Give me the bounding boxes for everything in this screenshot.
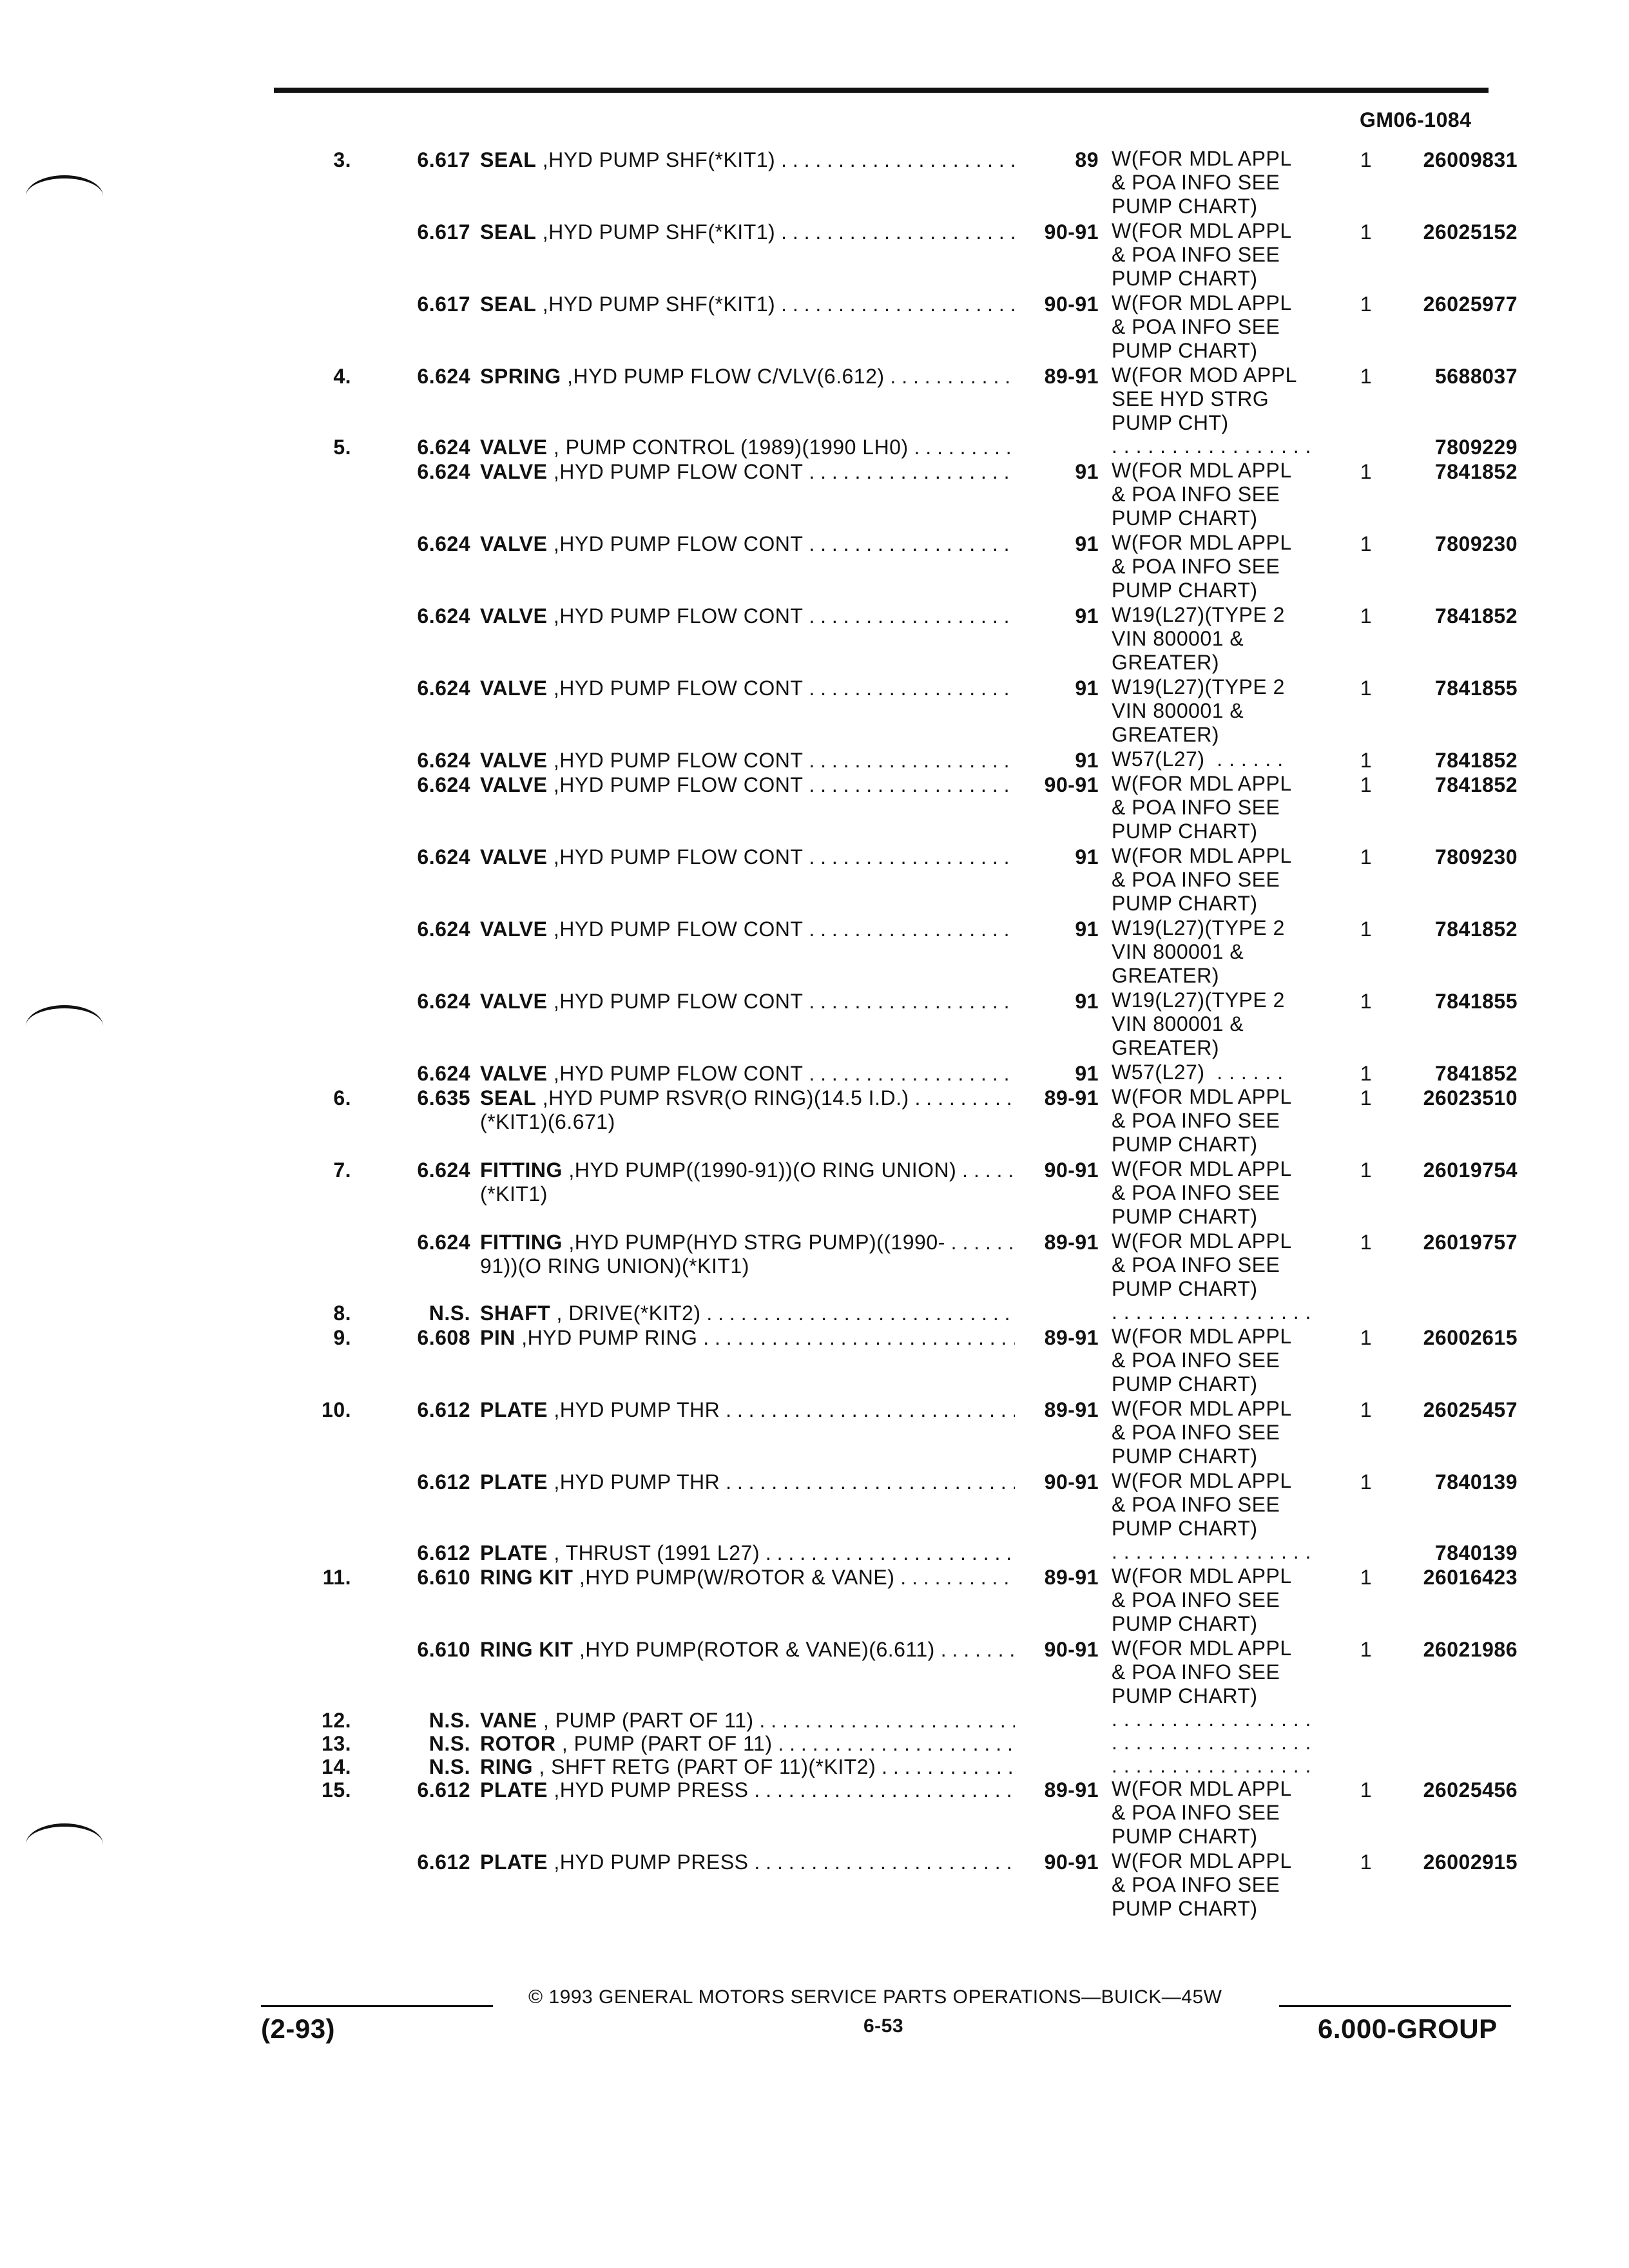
- usage-note: W19(L27)(TYPE 2 VIN 800001 & GREATER): [1112, 988, 1285, 1059]
- group-label: 6.000-GROUP: [1318, 2013, 1498, 2044]
- part-description-continued: (*KIT1): [480, 1182, 548, 1206]
- parts-row: [0, 1325, 1629, 1396]
- footer-rule-right: [1279, 2005, 1511, 2007]
- ref-number: 12.: [322, 1709, 351, 1732]
- parts-row: [0, 988, 1629, 1059]
- quantity: 1: [1360, 1231, 1373, 1254]
- part-number: 26025152: [1423, 220, 1518, 244]
- group-number: 6.610: [417, 1638, 470, 1661]
- group-number: 6.624: [417, 773, 470, 796]
- part-number: 7841855: [1434, 990, 1518, 1013]
- part-description: [480, 747, 1015, 773]
- group-number: 6.624: [417, 436, 470, 459]
- ref-number: 5.: [333, 436, 351, 459]
- group-number: 6.612: [417, 1470, 470, 1494]
- part-description: [480, 1300, 1015, 1326]
- part-number: 7841852: [1434, 773, 1518, 796]
- model-year: 89-91: [1044, 1566, 1099, 1589]
- part-description: [480, 434, 1015, 460]
- usage-note: . . . . . . . . . . . . . . . . .: [1112, 1300, 1311, 1323]
- quantity: 1: [1360, 1326, 1373, 1349]
- part-noun: SPRING: [480, 365, 561, 388]
- part-noun: PLATE: [480, 1470, 548, 1494]
- quantity: 1: [1360, 773, 1373, 796]
- group-number: 6.612: [417, 1778, 470, 1802]
- part-description: [480, 363, 1015, 389]
- part-modifier: ,HYD PUMP SHF(*KIT1): [536, 293, 776, 316]
- parts-row: [0, 1229, 1629, 1300]
- usage-note: W(FOR MDL APPL & POA INFO SEE PUMP CHART): [1112, 291, 1292, 362]
- parts-row: [0, 603, 1629, 674]
- part-noun: SEAL: [480, 293, 537, 316]
- usage-note: . . . . . . . . . . . . . . . . .: [1112, 434, 1311, 457]
- ref-number: 9.: [333, 1326, 351, 1349]
- parts-row: [0, 1777, 1629, 1848]
- part-modifier: ,HYD PUMP PRESS: [548, 1778, 749, 1802]
- ref-number: 4.: [333, 365, 351, 388]
- part-description: [480, 1564, 1015, 1590]
- quantity: 1: [1360, 1470, 1373, 1494]
- part-modifier: ,HYD PUMP THR: [548, 1398, 720, 1421]
- part-modifier: ,HYD PUMP RSVR(O RING)(14.5 I.D.): [536, 1086, 909, 1110]
- part-noun: RING KIT: [480, 1638, 574, 1661]
- part-description-continued: 91))(O RING UNION)(*KIT1): [480, 1254, 749, 1278]
- parts-row: [0, 147, 1629, 218]
- group-number: 6.612: [417, 1398, 470, 1421]
- part-description: [480, 1157, 1015, 1183]
- group-number: 6.624: [417, 749, 470, 772]
- ref-number: 10.: [322, 1398, 351, 1421]
- group-number: N.S.: [429, 1302, 470, 1325]
- group-number: 6.617: [417, 220, 470, 244]
- part-modifier: ,HYD PUMP FLOW CONT: [547, 677, 804, 700]
- model-year: 91: [1075, 604, 1099, 628]
- parts-row: [0, 1707, 1629, 1733]
- part-number: 7841855: [1434, 677, 1518, 700]
- group-number: 6.624: [417, 918, 470, 941]
- part-number: 7809230: [1434, 845, 1518, 869]
- group-number: 6.624: [417, 1062, 470, 1085]
- quantity: 1: [1360, 365, 1373, 388]
- parts-row: [0, 1469, 1629, 1540]
- part-description: [480, 291, 1015, 317]
- model-year: 91: [1075, 532, 1099, 555]
- part-noun: VALVE: [480, 604, 548, 628]
- part-noun: VALVE: [480, 773, 548, 796]
- part-description: [480, 1540, 1015, 1566]
- part-noun: VALVE: [480, 460, 548, 483]
- quantity: 1: [1360, 1638, 1373, 1661]
- parts-row: [0, 291, 1629, 362]
- part-description: [480, 1085, 1015, 1111]
- ref-number: 6.: [333, 1086, 351, 1110]
- quantity: 1: [1360, 604, 1373, 628]
- part-description: [480, 772, 1015, 798]
- model-year: 89-91: [1044, 365, 1099, 388]
- usage-note: W57(L27) . . . . . .: [1112, 747, 1284, 771]
- quantity: 1: [1360, 293, 1373, 316]
- part-number: 26023510: [1423, 1086, 1518, 1110]
- quantity: 1: [1360, 990, 1373, 1013]
- part-number: 7841852: [1434, 918, 1518, 941]
- group-number: N.S.: [429, 1755, 470, 1778]
- group-number: 6.624: [417, 990, 470, 1013]
- part-modifier: , SHFT RETG (PART OF 11)(*KIT2): [533, 1755, 876, 1778]
- model-year: 91: [1075, 677, 1099, 700]
- parts-row: [0, 1731, 1629, 1756]
- part-noun: PIN: [480, 1326, 516, 1349]
- part-modifier: ,HYD PUMP PRESS: [548, 1850, 749, 1874]
- parts-row: [0, 1300, 1629, 1326]
- usage-note: W(FOR MDL APPL & POA INFO SEE PUMP CHART): [1112, 1397, 1292, 1468]
- part-description: [480, 1707, 1015, 1733]
- parts-row: [0, 363, 1629, 434]
- usage-note: W(FOR MDL APPL & POA INFO SEE PUMP CHART): [1112, 219, 1292, 290]
- part-number: 26025456: [1423, 1778, 1518, 1802]
- part-modifier: ,HYD PUMP SHF(*KIT1): [536, 148, 776, 171]
- quantity: 1: [1360, 918, 1373, 941]
- part-number: 26002915: [1423, 1850, 1518, 1874]
- part-number: 26025457: [1423, 1398, 1518, 1421]
- part-description-continued: (*KIT1)(6.671): [480, 1110, 615, 1133]
- group-number: 6.624: [417, 845, 470, 869]
- part-modifier: , THRUST (1991 L27): [548, 1541, 760, 1564]
- part-description: [480, 988, 1015, 1014]
- quantity: 1: [1360, 220, 1373, 244]
- part-noun: VALVE: [480, 845, 548, 869]
- part-description: [480, 1637, 1015, 1662]
- page-number: 6-53: [863, 2015, 904, 2037]
- usage-note: W(FOR MDL APPL & POA INFO SEE PUMP CHART): [1112, 531, 1292, 602]
- group-number: 6.624: [417, 460, 470, 483]
- ref-number: 13.: [322, 1732, 351, 1755]
- usage-note: W(FOR MDL APPL & POA INFO SEE PUMP CHART): [1112, 1777, 1292, 1848]
- quantity: 1: [1360, 845, 1373, 869]
- group-number: 6.624: [417, 1231, 470, 1254]
- part-description: [480, 219, 1015, 245]
- group-number: 6.610: [417, 1566, 470, 1589]
- part-description: [480, 603, 1015, 629]
- ref-number: 11.: [322, 1566, 351, 1589]
- part-description: [480, 1777, 1015, 1803]
- part-modifier: ,HYD PUMP SHF(*KIT1): [536, 220, 776, 244]
- part-modifier: ,HYD PUMP(ROTOR & VANE)(6.611): [573, 1638, 935, 1661]
- usage-note: W(FOR MDL APPL & POA INFO SEE PUMP CHART): [1112, 1229, 1292, 1300]
- part-number: 5688037: [1434, 365, 1518, 388]
- part-number: 7841852: [1434, 604, 1518, 628]
- group-number: 6.612: [417, 1541, 470, 1564]
- part-noun: PLATE: [480, 1850, 548, 1874]
- parts-row: [0, 531, 1629, 602]
- usage-note: W19(L27)(TYPE 2 VIN 800001 & GREATER): [1112, 603, 1285, 674]
- parts-row: [0, 1397, 1629, 1468]
- ref-number: 7.: [333, 1158, 351, 1182]
- part-number: 26009831: [1423, 148, 1518, 171]
- part-description: [480, 1397, 1015, 1423]
- model-year: 89-91: [1044, 1778, 1099, 1802]
- part-modifier: , PUMP CONTROL (1989)(1990 LH0): [547, 436, 909, 459]
- quantity: 1: [1360, 532, 1373, 555]
- part-noun: ROTOR: [480, 1732, 556, 1755]
- group-number: 6.624: [417, 1158, 470, 1182]
- group-number: 6.624: [417, 532, 470, 555]
- group-number: 6.612: [417, 1850, 470, 1874]
- part-modifier: ,HYD PUMP FLOW CONT: [547, 990, 804, 1013]
- parts-row: [0, 1157, 1629, 1228]
- parts-row: [0, 675, 1629, 746]
- part-noun: SEAL: [480, 1086, 537, 1110]
- parts-row: [0, 1061, 1629, 1086]
- usage-note: . . . . . . . . . . . . . . . . .: [1112, 1707, 1311, 1731]
- usage-note: . . . . . . . . . . . . . . . . .: [1112, 1754, 1311, 1777]
- model-year: 91: [1075, 460, 1099, 483]
- part-noun: VALVE: [480, 1062, 548, 1085]
- part-description: [480, 1229, 1015, 1255]
- model-year: 89-91: [1044, 1231, 1099, 1254]
- quantity: 1: [1360, 460, 1373, 483]
- document-code: GM06-1084: [1360, 108, 1472, 131]
- part-modifier: ,HYD PUMP(W/ROTOR & VANE): [573, 1566, 895, 1589]
- footer-rule-left: [261, 2005, 493, 2007]
- part-number: 7841852: [1434, 1062, 1518, 1085]
- part-modifier: ,HYD PUMP FLOW CONT: [547, 918, 804, 941]
- usage-note: W(FOR MDL APPL & POA INFO SEE PUMP CHART): [1112, 844, 1292, 915]
- part-noun: FITTING: [480, 1231, 563, 1254]
- part-noun: FITTING: [480, 1158, 563, 1182]
- part-number: 7809229: [1434, 436, 1518, 459]
- part-number: 7841852: [1434, 460, 1518, 483]
- usage-note: W(FOR MDL APPL & POA INFO SEE PUMP CHART): [1112, 1849, 1292, 1920]
- part-number: 26016423: [1423, 1566, 1518, 1589]
- part-number: 26019754: [1423, 1158, 1518, 1182]
- usage-note: W19(L27)(TYPE 2 VIN 800001 & GREATER): [1112, 675, 1285, 746]
- model-year: 91: [1075, 845, 1099, 869]
- part-description: [480, 1754, 1015, 1780]
- part-noun: PLATE: [480, 1398, 548, 1421]
- part-noun: VALVE: [480, 436, 548, 459]
- part-number: 26025977: [1423, 293, 1518, 316]
- usage-note: W(FOR MDL APPL & POA INFO SEE PUMP CHART): [1112, 1564, 1292, 1635]
- part-number: 26002615: [1423, 1326, 1518, 1349]
- parts-row: [0, 1540, 1629, 1566]
- part-description: [480, 1061, 1015, 1086]
- ref-number: 14.: [322, 1755, 351, 1778]
- part-modifier: , PUMP (PART OF 11): [555, 1732, 773, 1755]
- model-year: 91: [1075, 918, 1099, 941]
- part-number: 7841852: [1434, 749, 1518, 772]
- usage-note: W(FOR MDL APPL & POA INFO SEE PUMP CHART): [1112, 459, 1292, 530]
- part-noun: VALVE: [480, 749, 548, 772]
- parts-row: [0, 1637, 1629, 1707]
- model-year: 89-91: [1044, 1326, 1099, 1349]
- group-number: N.S.: [429, 1709, 470, 1732]
- usage-note: W(FOR MDL APPL & POA INFO SEE PUMP CHART): [1112, 1637, 1292, 1707]
- part-noun: VALVE: [480, 532, 548, 555]
- model-year: 91: [1075, 749, 1099, 772]
- part-noun: RING KIT: [480, 1566, 574, 1589]
- parts-row: [0, 1085, 1629, 1156]
- group-number: 6.624: [417, 604, 470, 628]
- parts-row: [0, 434, 1629, 460]
- model-year: 90-91: [1044, 1638, 1099, 1661]
- part-number: 7840139: [1434, 1470, 1518, 1494]
- part-noun: SHAFT: [480, 1302, 551, 1325]
- model-year: 90-91: [1044, 293, 1099, 316]
- group-number: 6.608: [417, 1326, 470, 1349]
- part-number: 7840139: [1434, 1541, 1518, 1564]
- model-year: 91: [1075, 1062, 1099, 1085]
- quantity: 1: [1360, 1086, 1373, 1110]
- part-description: [480, 459, 1015, 485]
- part-noun: VALVE: [480, 918, 548, 941]
- part-description: [480, 916, 1015, 942]
- ref-number: 3.: [333, 148, 351, 171]
- usage-note: W(FOR MDL APPL & POA INFO SEE PUMP CHART): [1112, 1469, 1292, 1540]
- usage-note: W(FOR MDL APPL & POA INFO SEE PUMP CHART): [1112, 1085, 1292, 1156]
- quantity: 1: [1360, 749, 1373, 772]
- model-year: 91: [1075, 990, 1099, 1013]
- ref-number: 8.: [333, 1302, 351, 1325]
- usage-note: W57(L27) . . . . . .: [1112, 1061, 1284, 1084]
- revision-date: (2-93): [261, 2013, 336, 2044]
- part-description: [480, 1849, 1015, 1875]
- usage-note: W(FOR MOD APPL SEE HYD STRG PUMP CHT): [1112, 363, 1297, 434]
- part-noun: SEAL: [480, 220, 537, 244]
- part-description: [480, 675, 1015, 701]
- model-year: 90-91: [1044, 220, 1099, 244]
- part-modifier: ,HYD PUMP FLOW CONT: [547, 532, 804, 555]
- usage-note: . . . . . . . . . . . . . . . . .: [1112, 1731, 1311, 1754]
- quantity: 1: [1360, 1850, 1373, 1874]
- part-modifier: ,HYD PUMP FLOW CONT: [547, 773, 804, 796]
- parts-row: [0, 1564, 1629, 1635]
- quantity: 1: [1360, 148, 1373, 171]
- part-modifier: ,HYD PUMP(HYD STRG PUMP)((1990-: [562, 1231, 945, 1254]
- part-noun: VALVE: [480, 677, 548, 700]
- model-year: 89-91: [1044, 1086, 1099, 1110]
- part-modifier: , PUMP (PART OF 11): [537, 1709, 754, 1732]
- part-description: [480, 1731, 1015, 1756]
- parts-row: [0, 1754, 1629, 1780]
- usage-note: W(FOR MDL APPL & POA INFO SEE PUMP CHART): [1112, 772, 1292, 843]
- quantity: 1: [1360, 1398, 1373, 1421]
- parts-row: [0, 916, 1629, 987]
- model-year: 89-91: [1044, 1398, 1099, 1421]
- part-noun: VALVE: [480, 990, 548, 1013]
- part-description: [480, 1469, 1015, 1495]
- part-modifier: ,HYD PUMP THR: [548, 1470, 720, 1494]
- model-year: 90-91: [1044, 1158, 1099, 1182]
- parts-row: [0, 844, 1629, 915]
- part-modifier: ,HYD PUMP FLOW CONT: [547, 460, 804, 483]
- group-number: 6.624: [417, 677, 470, 700]
- model-year: 90-91: [1044, 773, 1099, 796]
- quantity: 1: [1360, 1778, 1373, 1802]
- part-modifier: ,HYD PUMP FLOW CONT: [547, 749, 804, 772]
- group-number: 6.617: [417, 293, 470, 316]
- part-noun: PLATE: [480, 1541, 548, 1564]
- parts-row: [0, 219, 1629, 290]
- parts-row: [0, 459, 1629, 530]
- quantity: 1: [1360, 1062, 1373, 1085]
- usage-note: . . . . . . . . . . . . . . . . .: [1112, 1540, 1311, 1563]
- part-description: [480, 844, 1015, 870]
- part-number: 7809230: [1434, 532, 1518, 555]
- part-description: [480, 147, 1015, 173]
- part-modifier: ,HYD PUMP((1990-91))(O RING UNION): [562, 1158, 957, 1182]
- group-number: 6.617: [417, 148, 470, 171]
- usage-note: W(FOR MDL APPL & POA INFO SEE PUMP CHART): [1112, 147, 1292, 218]
- part-noun: RING: [480, 1755, 533, 1778]
- usage-note: W19(L27)(TYPE 2 VIN 800001 & GREATER): [1112, 916, 1285, 987]
- part-modifier: ,HYD PUMP FLOW CONT: [547, 845, 804, 869]
- part-modifier: ,HYD PUMP FLOW C/VLV(6.612): [561, 365, 885, 388]
- part-description: [480, 1325, 1015, 1350]
- quantity: 1: [1360, 1566, 1373, 1589]
- part-number: 26019757: [1423, 1231, 1518, 1254]
- group-number: 6.624: [417, 365, 470, 388]
- usage-note: W(FOR MDL APPL & POA INFO SEE PUMP CHART): [1112, 1157, 1292, 1228]
- model-year: 89: [1075, 148, 1099, 171]
- parts-row: [0, 747, 1629, 773]
- model-year: 90-91: [1044, 1850, 1099, 1874]
- parts-row: [0, 1849, 1629, 1920]
- parts-row: [0, 772, 1629, 843]
- part-noun: PLATE: [480, 1778, 548, 1802]
- group-number: N.S.: [429, 1732, 470, 1755]
- part-modifier: ,HYD PUMP FLOW CONT: [547, 1062, 804, 1085]
- usage-note: W(FOR MDL APPL & POA INFO SEE PUMP CHART): [1112, 1325, 1292, 1396]
- quantity: 1: [1360, 677, 1373, 700]
- part-number: 26021986: [1423, 1638, 1518, 1661]
- ref-number: 15.: [322, 1778, 351, 1802]
- part-description: [480, 531, 1015, 557]
- copyright-notice: © 1993 GENERAL MOTORS SERVICE PARTS OPERATIONS—BUICK—45W: [528, 1986, 1222, 2008]
- part-noun: VANE: [480, 1709, 537, 1732]
- part-modifier: , DRIVE(*KIT2): [550, 1302, 701, 1325]
- group-number: 6.635: [417, 1086, 470, 1110]
- part-modifier: ,HYD PUMP RING: [515, 1326, 698, 1349]
- part-noun: SEAL: [480, 148, 537, 171]
- quantity: 1: [1360, 1158, 1373, 1182]
- model-year: 90-91: [1044, 1470, 1099, 1494]
- part-modifier: ,HYD PUMP FLOW CONT: [547, 604, 804, 628]
